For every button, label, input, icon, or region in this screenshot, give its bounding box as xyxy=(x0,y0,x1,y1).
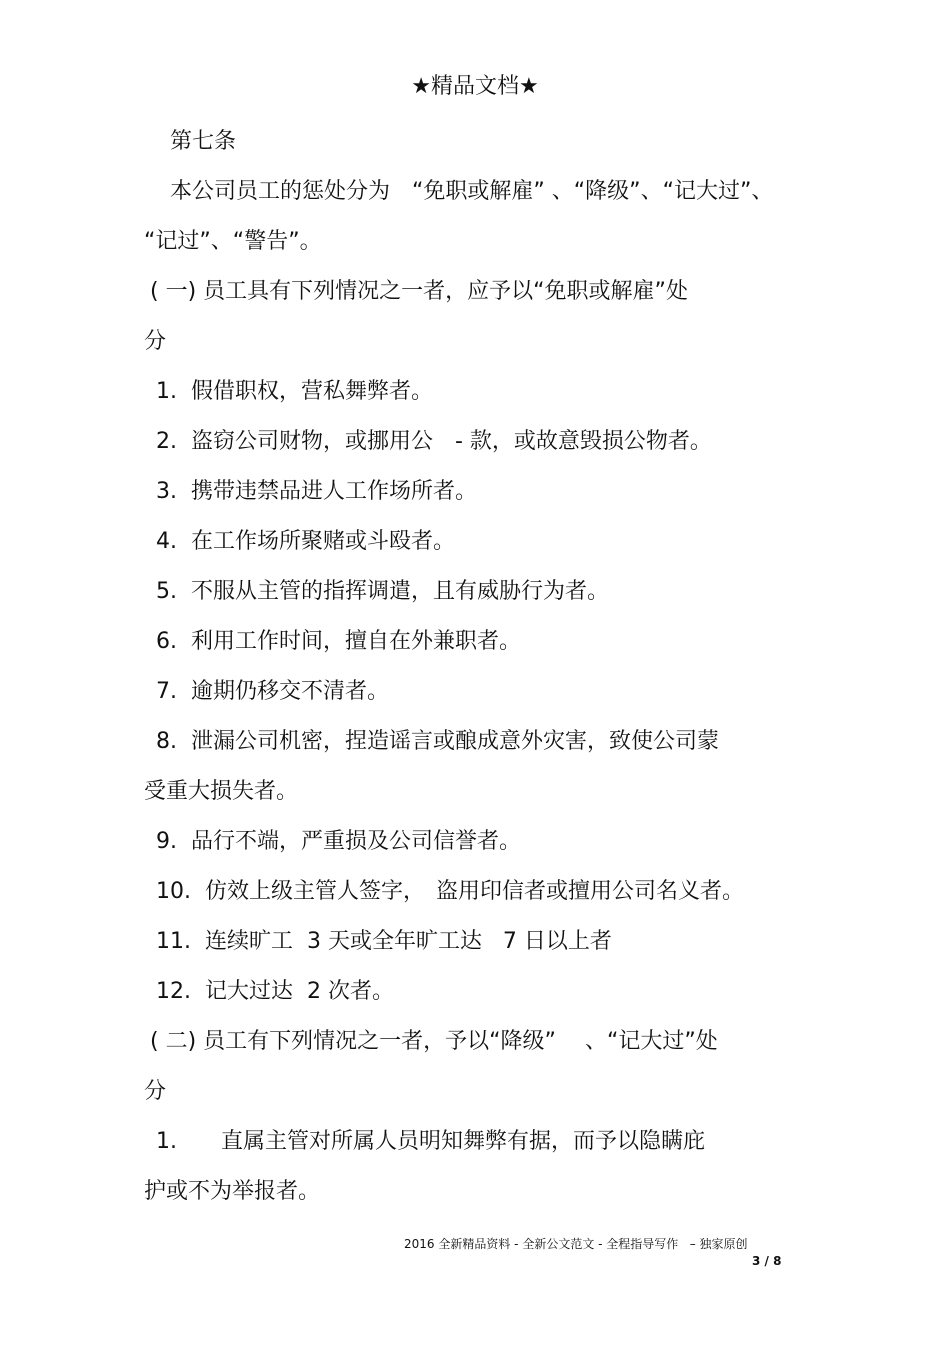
page-header: ★精品文档★ xyxy=(411,74,539,99)
section-heading: ( 一) 员工具有下列情况之一者，应予以“免职或解雇”处 xyxy=(150,279,688,304)
paragraph-line: 本公司员工的惩处分为 “免职或解雇” 、“降级”、“记大过”、 xyxy=(170,179,774,204)
list-item: 11. 连续旷工 3 天或全年旷工达 7 日以上者 xyxy=(156,929,612,954)
list-item: 4. 在工作场所聚赌或斗殴者。 xyxy=(156,529,455,554)
page-number: 3 / 8 xyxy=(752,1254,782,1268)
list-item: 10. 仿效上级主管人签字， 盗用印信者或擅用公司名义者。 xyxy=(156,879,744,904)
section-heading: ( 二) 员工有下列情况之一者，予以“降级” 、“记大过”处 xyxy=(150,1029,718,1054)
section-heading-cont: 分 xyxy=(144,329,167,354)
list-item: 12. 记大过达 2 次者。 xyxy=(156,979,394,1004)
list-item: 6. 利用工作时间，擅自在外兼职者。 xyxy=(156,629,521,654)
section-heading-cont: 分 xyxy=(144,1079,167,1104)
list-item: 3. 携带违禁品进人工作场所者。 xyxy=(156,479,477,504)
list-item: 9. 品行不端，严重损及公司信誉者。 xyxy=(156,829,521,854)
list-item: 8. 泄漏公司机密，捏造谣言或酿成意外灾害，致使公司蒙 xyxy=(156,729,719,754)
list-item: 1. 假借职权，营私舞弊者。 xyxy=(156,379,433,404)
article-heading: 第七条 xyxy=(170,129,237,154)
list-item: 2. 盗窃公司财物，或挪用公 - 款，或故意毁损公物者。 xyxy=(156,429,712,454)
list-item: 7. 逾期仍移交不清者。 xyxy=(156,679,389,704)
list-item: 5. 不服从主管的指挥调遣，且有威胁行为者。 xyxy=(156,579,609,604)
page-footer: 2016 全新精品资料 - 全新公文范文 - 全程指导写作 – 独家原创 xyxy=(404,1237,748,1251)
list-item: 1. 直属主管对所属人员明知舞弊有据，而予以隐瞒庇 xyxy=(156,1129,705,1154)
paragraph-line: “记过”、“警告”。 xyxy=(144,229,322,254)
list-item-cont: 护或不为举报者。 xyxy=(144,1179,321,1204)
list-item-cont: 受重大损失者。 xyxy=(144,779,299,804)
